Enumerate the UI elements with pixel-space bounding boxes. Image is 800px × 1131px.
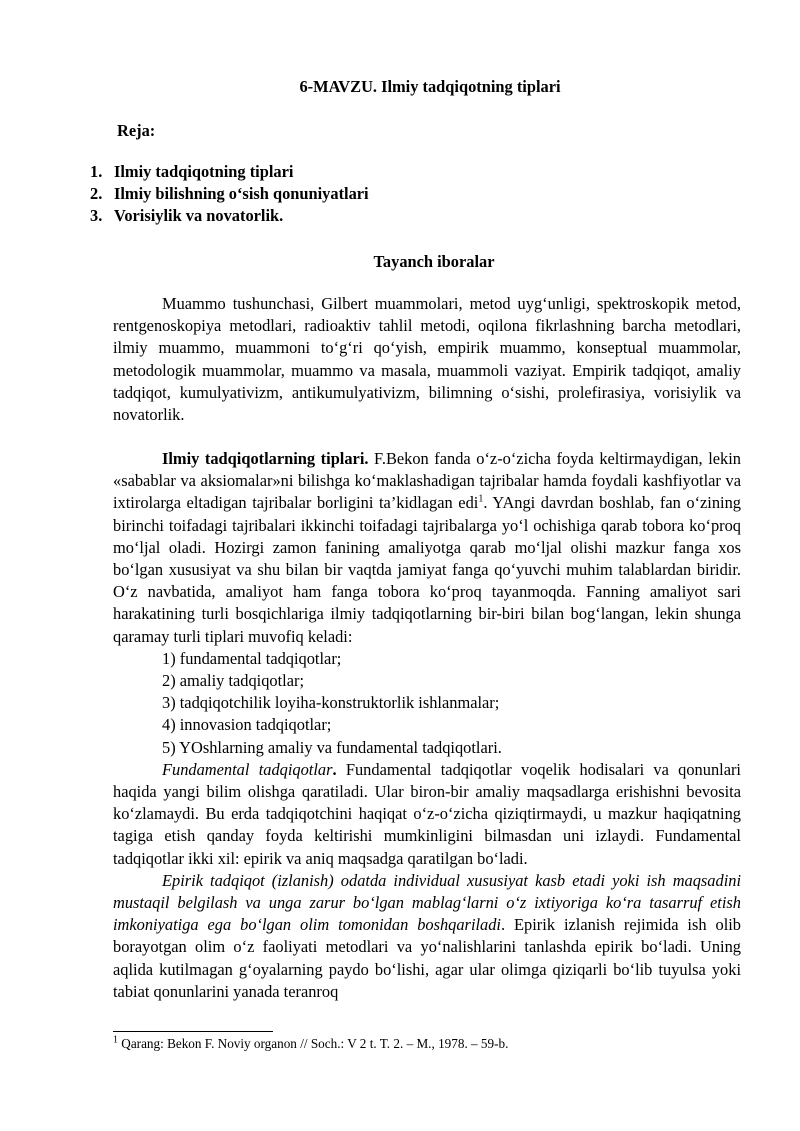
keywords-block — [113, 293, 741, 426]
footnote-text: Qarang: Bekon F. Noviy organon // Soch.: V 2 t. T. 2. – M., 1978. – 59-b. — [118, 1036, 509, 1051]
page-title: 6-MAVZU. Ilmiy tadqiqotning tiplari — [299, 77, 561, 96]
plan-item-number: 3. — [90, 206, 103, 225]
plan-item — [90, 183, 369, 205]
keywords-paragraph: Muammo tushunchasi, Gilbert muammolari, metod uyg‘unligi, spektroskopik metod, rentgenoskopiya metodlari, radioaktiv tahlil metodi, oqilona fikrlashning barcha metodlari, ilmiy muammo, muammoni to‘g‘ri qo‘yish, empirik muammo, konseptual muammolar, metodologik muammolar, muammo va masala, muammoli vaziyat. Empirik tadqiqot, amaliy tadqiqot, kumulyativizm, antikumulyativizm, bilimning o‘sishi, prolefirasiya, vorisiylik va novatorlik. — [113, 294, 741, 425]
footnote-divider — [113, 1031, 273, 1032]
plan-item-text: Ilmiy bilishning o‘sish qonuniyatlari — [114, 184, 369, 203]
plan-list — [90, 161, 369, 227]
epirik-paragraph — [113, 870, 741, 1003]
section1-paragraph — [113, 448, 741, 648]
epirik-text: . Epirik izlanish rejimida ish olib borayotgan olim o‘z faoliyati metodlari va yo‘nalishlarini tanlashda epirik bo‘ladi. Uning aqlida kutilmagan g‘oyalarning paydo bo‘lishi, agar ular olimga qiziqarli bo‘lib tuyulsa yoki tabiat qonunlarini yanada teranroq — [113, 915, 742, 1001]
section1-text-b: . YAngi davrdan boshlab, fan o‘zining birinchi toifadagi tajribalari ikkinchi toifadagi tajribalarga yo‘l ochishiga qarab tobora ko‘proq mo‘ljal oladi. Hozirgi zamon fanining amaliyotga qarab mo‘ljal olishi mazkur fanga xos bo‘lgan xususiyat va shu bilan bir vaqtda jamiyat fanga qo‘yuvchi muhim talablardan biridir. O‘z navbatida, amaliyot ham fanga tobora ko‘proq tayanmoqda. Fanning amaliyot sari harakatining turli bosqichlariga ilmiy tadqiqotlarning bir-biri bilan bog‘langan, lekin shunga qaramay turli tiplari muvofiq keladi: — [113, 493, 741, 646]
types-list-item: 5) YOshlarning amaliy va fundamental tadqiqotlari. — [162, 737, 502, 757]
fundamental-text: Fundamental tadqiqotlar voqelik hodisalari va qonunlari haqida yangi bilim olishga qaratiladi. Ular biron-bir amaliy maqsadlarga erishishni bevosita ko‘zlamaydi. Bu erda tadqiqotchini haqiqat o‘z-o‘zicha qiziqtirmaydi, u mazkur haqiqatning tagiga etish qanday foyda keltirishi mumkinligini bilmasdan uni izlaydi. Fundamental tadqiqotlar ikki xil: epirik va aniq maqsadga qaratilgan bo‘ladi. — [113, 759, 741, 868]
plan-item-text: Ilmiy tadqiqotning tiplari — [114, 162, 294, 181]
plan-item-text: Vorisiylik va novatorlik. — [114, 206, 284, 225]
plan-item-number: 1. — [90, 162, 103, 181]
footnote — [113, 1036, 508, 1052]
keywords-heading: Tayanch iboralar — [373, 252, 495, 271]
footnote-mark: 1 — [113, 1034, 118, 1046]
plan-item-number: 2. — [90, 184, 103, 203]
footnote-reference: 1 — [478, 493, 484, 505]
plan-item — [90, 161, 369, 183]
plan-item — [90, 205, 369, 227]
fundamental-heading-dot: . — [332, 759, 337, 779]
types-list-item: 3) tadqiqotchilik loyiha-konstruktorlik ishlanmalar; — [162, 693, 500, 713]
types-list-item: 2) amaliy tadqiqotlar; — [162, 671, 305, 691]
fundamental-paragraph — [113, 759, 741, 870]
section1-text-a: F.Bekon fanda o‘z-o‘zicha foyda keltirmaydigan, lekin «sabablar va aksiomalar»ni bilishga ko‘maklashadigan tajribalar hamda foydali kashfiyotlar va ixtirolarga eltadigan tajribalar borligini ta’kidlagan edi — [113, 449, 741, 513]
fundamental-heading: Fundamental tadqiqotlar — [162, 759, 333, 779]
main-body — [113, 448, 741, 1003]
plan-label: Reja: — [117, 121, 156, 140]
section1-heading: Ilmiy tadqiqotlarning tiplari. — [162, 449, 369, 468]
epirik-italic-text: Epirik tadqiqot (izlanish) odatda individual xususiyat kasb etadi yoki ish maqsadini mustaqil belgilash va unga zarur bo‘lgan mablag‘larni o‘z ixtiyoriga ko‘ra tasarruf etish imkoniyatiga ega bo‘lgan olim tomonidan boshqariladi — [113, 870, 741, 935]
types-list-item: 4) innovasion tadqiqotlar; — [162, 715, 332, 735]
types-list-item: 1) fundamental tadqiqotlar; — [162, 648, 342, 668]
